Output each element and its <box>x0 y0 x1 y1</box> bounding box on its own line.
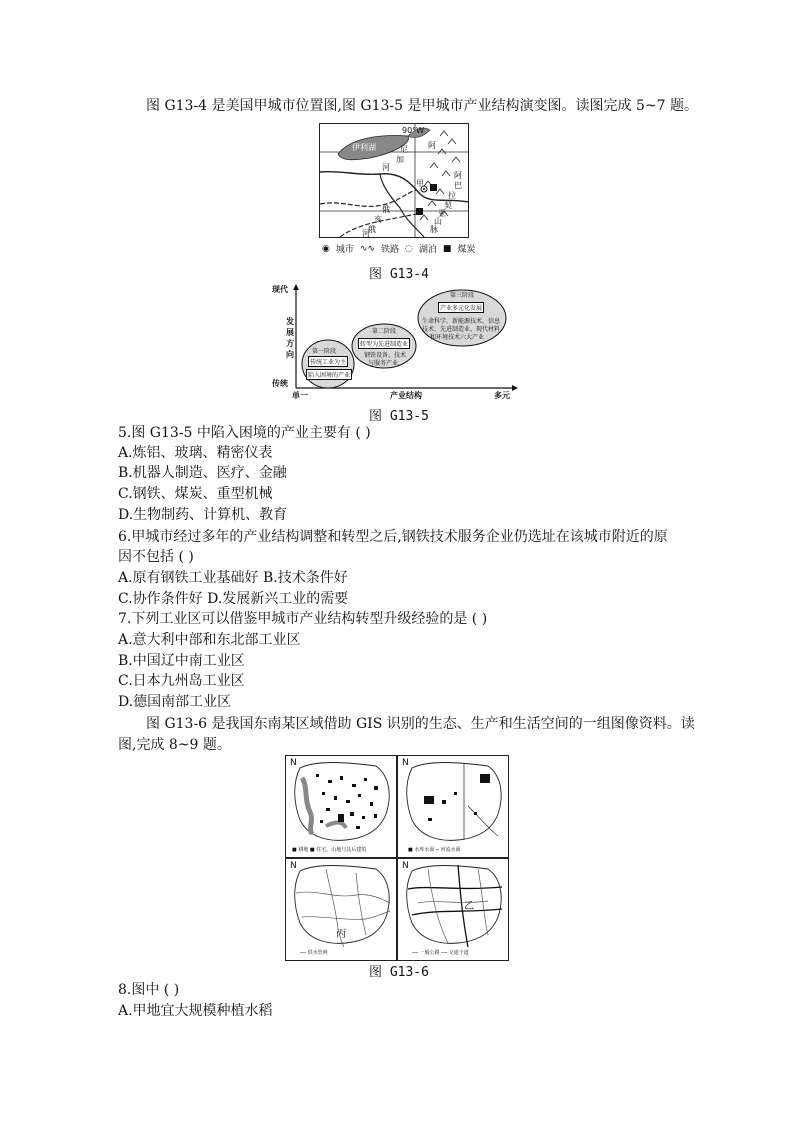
question-5-option-a: A.炼铝、玻璃、精密仪表 <box>118 445 273 461</box>
stage2-title: 第二阶段 <box>372 328 397 335</box>
panel-1-legend: ■ 耕地 ■ 住宅、山地与其后建筑 <box>292 847 367 853</box>
north-label: N <box>402 758 409 768</box>
longitude-label: 90°W <box>402 126 425 135</box>
legend-city: 城市 <box>335 245 354 255</box>
map-label: 俄 <box>368 225 376 234</box>
figure-g13-4-map <box>319 123 469 238</box>
figure-g13-5-diagram <box>272 284 520 402</box>
map-label: 加 <box>396 155 404 164</box>
figure-g13-6-panel-3 <box>285 858 397 961</box>
city-label: 甲 <box>416 179 424 188</box>
question-7-stem: 7.下列工业区可以借鉴甲城市产业结构转型升级经验的是 ( ) <box>118 611 488 627</box>
legend-coal: 煤炭 <box>457 245 476 255</box>
question-6-stem-line1: 6.甲城市经过多年的产业结构调整和转型之后,钢铁技术服务企业仍选址在该城市附近的原 <box>118 529 668 545</box>
map-label: 亚 <box>438 209 446 218</box>
question-6-options-ab: A.原有钢铁工业基础好 B.技术条件好 <box>118 570 348 586</box>
map-label: 阿 <box>428 141 436 150</box>
panel-2-legend: ■ 水库水面 ─ 河流水面 <box>408 847 461 853</box>
legend-lake: 湖泊 <box>418 245 437 255</box>
question-7-option-d: D.德国南部工业区 <box>118 694 232 710</box>
intro-paragraph-1: 图 G13-4 是美国甲城市位置图,图 G13-5 是甲城市产业结构演变图。读图完成 5~7 题。 <box>146 98 698 114</box>
question-7-option-a: A.意大利中部和东北部工业区 <box>118 632 301 648</box>
stage3-line1: 产业多元化发展 <box>438 302 484 313</box>
question-5-option-d: D.生物制药、计算机、教育 <box>118 507 288 523</box>
stage2-line2: 钢铁设备、技术 <box>364 352 407 359</box>
map-label: 山 <box>434 217 442 226</box>
figure-g13-6-panel-4 <box>397 858 509 961</box>
label-bing: 丙 <box>336 929 346 940</box>
stage1-line1: 传统工业为主 <box>308 356 348 367</box>
map-label: 俄 <box>382 205 390 214</box>
lake-legend-icon: ◌ <box>404 243 413 254</box>
y-axis-bottom-label: 传统 <box>272 379 288 388</box>
question-7-option-c: C.日本九州岛工业区 <box>118 673 245 689</box>
map-label: 巴 <box>454 181 462 190</box>
stage2-line3: 与服务产业 <box>368 360 399 367</box>
panel-4-legend: ── 一般公路 ── 交通干道 <box>412 950 469 956</box>
map-label: 河 <box>362 229 370 238</box>
question-5-option-c: C.钢铁、煤炭、重型机械 <box>118 486 273 502</box>
stage1-line2: 陷入困境的产业 <box>306 369 352 380</box>
map-label: 脉 <box>430 225 438 234</box>
stage3-line3: 技术、先进制造业、现代材料 <box>422 326 501 333</box>
north-label: N <box>290 861 297 871</box>
city-legend-icon: ◉ <box>322 243 330 254</box>
panel-3-legend: ── 供水管网 <box>300 950 328 956</box>
question-8-stem: 8.图中 ( ) <box>118 982 180 998</box>
intro-paragraph-2-line1: 图 G13-6 是我国东南某区域借助 GIS 识别的生态、生产和生活空间的一组图像资料。读 <box>146 716 695 732</box>
north-label: N <box>290 758 297 768</box>
map-label: 阿 <box>454 171 462 180</box>
x-axis-label: 产业结构 <box>390 391 422 400</box>
stage3-title: 第三阶段 <box>450 292 475 299</box>
map-label: 亥 <box>374 215 382 224</box>
x-axis-right-label: 多元 <box>494 391 510 400</box>
map-label: 尼 <box>400 145 408 154</box>
coal-legend-icon: ■ <box>442 243 452 254</box>
figure-g13-6-panel-1 <box>285 755 397 858</box>
north-label: N <box>402 861 409 871</box>
stage1-title: 第一阶段 <box>312 348 337 355</box>
question-6-options-cd: C.协作条件好 D.发展新兴工业的需要 <box>118 591 349 607</box>
question-5-option-b: B.机器人制造、医疗、金融 <box>118 465 287 481</box>
map-label: 河 <box>382 163 390 172</box>
lake-label: 伊利湖 <box>352 143 376 152</box>
figure-g13-6-panel-2 <box>397 755 509 858</box>
stage3-line2: 生命科学、新能源技术、信息 <box>422 318 501 325</box>
y-axis-label: 发展方向 <box>286 317 294 359</box>
legend-rail: 铁路 <box>380 245 399 255</box>
map-label: 拉 <box>448 191 456 200</box>
figure-g13-5-caption: 图 G13-5 <box>369 409 429 424</box>
figure-g13-4-caption: 图 G13-4 <box>369 267 429 282</box>
stage2-line1: 转型为先进制造业 <box>358 338 410 349</box>
question-7-option-b: B.中国辽中南工业区 <box>118 653 245 669</box>
question-6-stem-line2: 因不包括 ( ) <box>118 549 194 565</box>
figure-g13-6-caption: 图 G13-6 <box>369 965 429 980</box>
question-8-option-a: A.甲地宜大规模种植水稻 <box>118 1003 273 1019</box>
rail-legend-icon: ∿∿ <box>359 243 375 254</box>
label-yi: 乙 <box>464 901 474 912</box>
map-label: 契 <box>444 201 452 210</box>
figure-g13-4-legend <box>322 242 482 255</box>
stage3-line4: 和环境技术六大产业 <box>430 334 485 341</box>
intro-paragraph-2-line2: 图,完成 8~9 题。 <box>118 737 231 753</box>
question-5-stem: 5.图 G13-5 中陷入困境的产业主要有 ( ) <box>118 425 371 441</box>
y-axis-top-label: 现代 <box>272 285 288 294</box>
x-axis-left-label: 单一 <box>292 391 308 400</box>
